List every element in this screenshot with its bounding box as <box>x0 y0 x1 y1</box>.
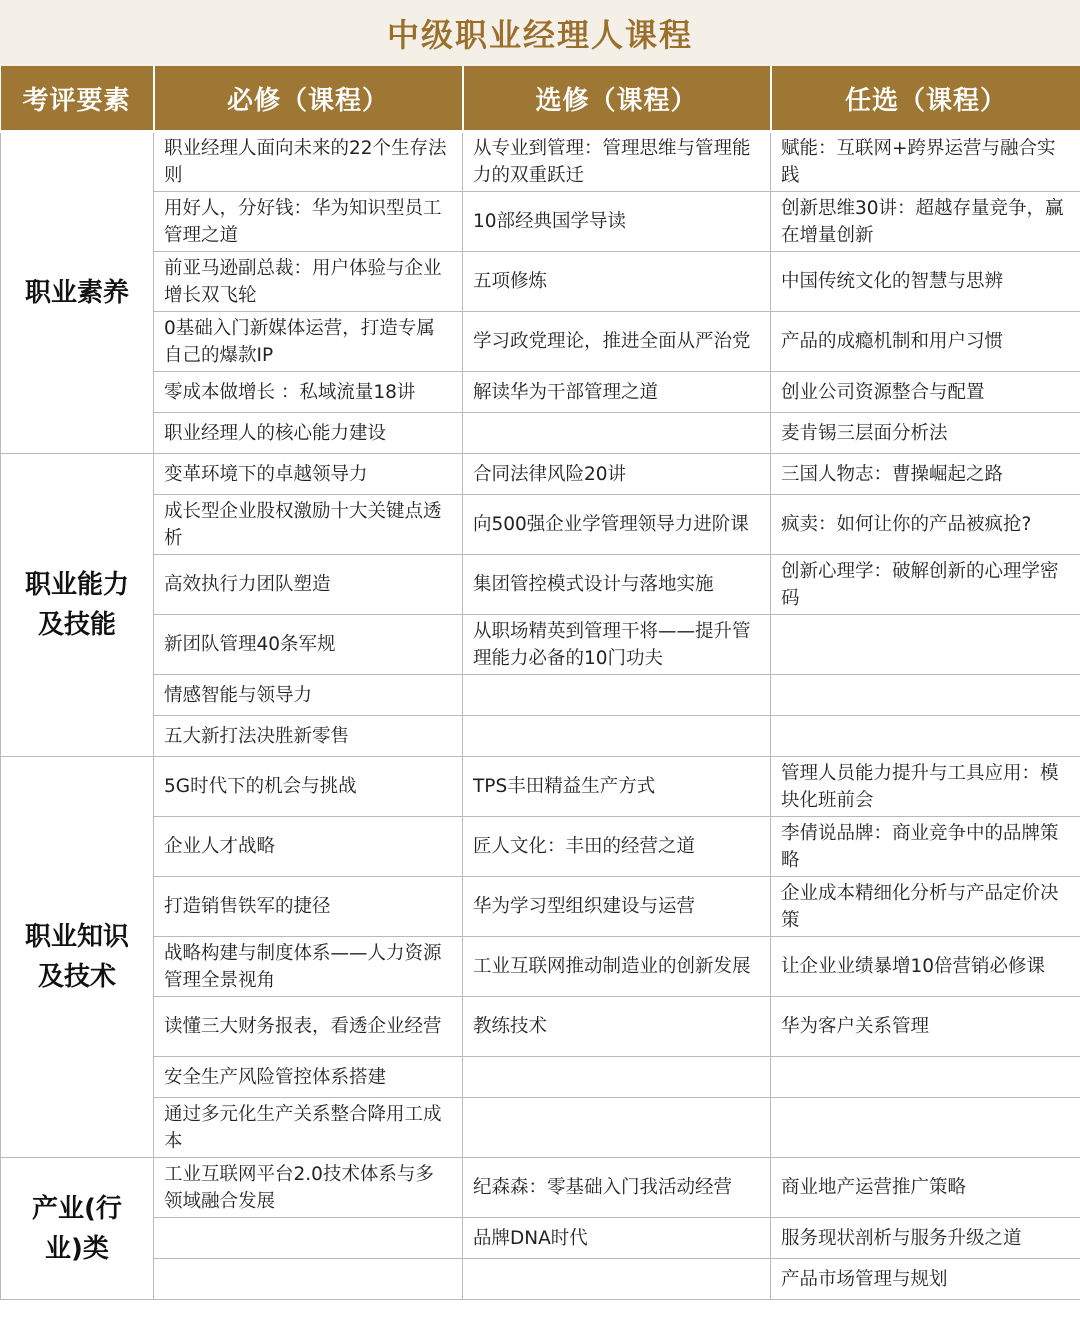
optional-course <box>771 615 1080 675</box>
category-label: 职业知识及技术 <box>24 922 129 992</box>
optional-course: 创新心理学：破解创新的心理学密码 <box>771 555 1080 615</box>
category-cell <box>1 454 154 757</box>
elective-course: 学习政党理论，推进全面从严治党 <box>463 312 771 372</box>
course-table <box>0 66 1080 1300</box>
table-row <box>1 413 1080 454</box>
required-course: 安全生产风险管控体系搭建 <box>154 1057 463 1098</box>
optional-course: 华为客户关系管理 <box>771 997 1080 1057</box>
table-row <box>1 675 1080 716</box>
elective-course: 集团管控模式设计与落地实施 <box>463 555 771 615</box>
required-course: 情感智能与领导力 <box>154 675 463 716</box>
optional-course <box>771 675 1080 716</box>
optional-course: 商业地产运营推广策略 <box>771 1158 1080 1218</box>
optional-course: 管理人员能力提升与工具应用：模块化班前会 <box>771 757 1080 817</box>
table-row <box>1 252 1080 312</box>
optional-course: 李倩说品牌：商业竞争中的品牌策略 <box>771 817 1080 877</box>
table-row <box>1 1057 1080 1098</box>
optional-course <box>771 716 1080 757</box>
optional-course <box>771 1057 1080 1098</box>
optional-course: 创新思维30讲：超越存量竞争，赢在增量创新 <box>771 192 1080 252</box>
elective-course <box>463 1057 771 1098</box>
required-course: 五大新打法决胜新零售 <box>154 716 463 757</box>
elective-course <box>463 1259 771 1300</box>
category-label: 职业素养 <box>24 278 129 308</box>
category-cell <box>1 757 154 1158</box>
table-row <box>1 1158 1080 1218</box>
optional-course: 疯卖：如何让你的产品被疯抢? <box>771 495 1080 555</box>
required-course <box>154 1259 463 1300</box>
table-row <box>1 192 1080 252</box>
required-course: 读懂三大财务报表，看透企业经营 <box>154 997 463 1057</box>
required-course: 前亚马逊副总裁：用户体验与企业增长双飞轮 <box>154 252 463 312</box>
optional-course: 服务现状剖析与服务升级之道 <box>771 1218 1080 1259</box>
required-course: 打造销售铁军的捷径 <box>154 877 463 937</box>
elective-course: 华为学习型组织建设与运营 <box>463 877 771 937</box>
header-required: 必修（课程） <box>154 66 463 132</box>
elective-course: 纪森森：零基础入门我活动经营 <box>463 1158 771 1218</box>
optional-course: 产品市场管理与规划 <box>771 1259 1080 1300</box>
optional-course: 中国传统文化的智慧与思辨 <box>771 252 1080 312</box>
required-course: 变革环境下的卓越领导力 <box>154 454 463 495</box>
table-row <box>1 372 1080 413</box>
elective-course: 10部经典国学导读 <box>463 192 771 252</box>
elective-course: 品牌DNA时代 <box>463 1218 771 1259</box>
elective-course: 合同法律风险20讲 <box>463 454 771 495</box>
elective-course: 从职场精英到管理干将——提升管理能力必备的10门功夫 <box>463 615 771 675</box>
elective-course: 五项修炼 <box>463 252 771 312</box>
table-row <box>1 1218 1080 1259</box>
optional-course: 三国人物志：曹操崛起之路 <box>771 454 1080 495</box>
optional-course: 企业成本精细化分析与产品定价决策 <box>771 877 1080 937</box>
table-row <box>1 615 1080 675</box>
table-row <box>1 312 1080 372</box>
optional-course: 让企业业绩暴增10倍营销必修课 <box>771 937 1080 997</box>
table-row <box>1 454 1080 495</box>
table-row <box>1 716 1080 757</box>
page-title: 中级职业经理人课程 <box>386 16 693 54</box>
table-row <box>1 937 1080 997</box>
elective-course: 工业互联网推动制造业的创新发展 <box>463 937 771 997</box>
elective-course <box>463 1098 771 1158</box>
title-bar <box>0 0 1080 66</box>
optional-course: 创业公司资源整合与配置 <box>771 372 1080 413</box>
category-label: 产业(行业)类 <box>32 1193 122 1264</box>
table-row <box>1 757 1080 817</box>
table-row <box>1 1259 1080 1300</box>
header-elective: 选修（课程） <box>463 66 771 132</box>
required-course: 用好人，分好钱：华为知识型员工管理之道 <box>154 192 463 252</box>
elective-course: 解读华为干部管理之道 <box>463 372 771 413</box>
table-row <box>1 817 1080 877</box>
required-course: 高效执行力团队塑造 <box>154 555 463 615</box>
elective-course: 从专业到管理：管理思维与管理能力的双重跃迁 <box>463 132 771 192</box>
elective-course <box>463 413 771 454</box>
table-row <box>1 132 1080 192</box>
category-cell <box>1 1158 154 1300</box>
header-criteria: 考评要素 <box>1 66 154 132</box>
optional-course: 产品的成瘾机制和用户习惯 <box>771 312 1080 372</box>
required-course: 职业经理人的核心能力建设 <box>154 413 463 454</box>
required-course: 战略构建与制度体系——人力资源管理全景视角 <box>154 937 463 997</box>
required-course: 0基础入门新媒体运营，打造专属自己的爆款IP <box>154 312 463 372</box>
table-row <box>1 997 1080 1057</box>
table-row <box>1 877 1080 937</box>
table-row <box>1 555 1080 615</box>
required-course: 零成本做增长 ：私域流量18讲 <box>154 372 463 413</box>
required-course <box>154 1218 463 1259</box>
category-cell <box>1 132 154 454</box>
required-course: 新团队管理40条军规 <box>154 615 463 675</box>
required-course: 5G时代下的机会与挑战 <box>154 757 463 817</box>
category-label: 职业能力及技能 <box>24 570 129 640</box>
table-row <box>1 1098 1080 1158</box>
required-course: 通过多元化生产关系整合降用工成本 <box>154 1098 463 1158</box>
required-course: 成长型企业股权激励十大关键点透析 <box>154 495 463 555</box>
optional-course: 赋能：互联网+跨界运营与融合实践 <box>771 132 1080 192</box>
header-optional: 任选（课程） <box>771 66 1080 132</box>
elective-course: 教练技术 <box>463 997 771 1057</box>
optional-course <box>771 1098 1080 1158</box>
elective-course: 向500强企业学管理领导力进阶课 <box>463 495 771 555</box>
elective-course <box>463 675 771 716</box>
optional-course: 麦肯锡三层面分析法 <box>771 413 1080 454</box>
table-row <box>1 495 1080 555</box>
elective-course: TPS丰田精益生产方式 <box>463 757 771 817</box>
required-course: 工业互联网平台2.0技术体系与多领域融合发展 <box>154 1158 463 1218</box>
required-course: 企业人才战略 <box>154 817 463 877</box>
header-row <box>1 66 1080 132</box>
elective-course <box>463 716 771 757</box>
elective-course: 匠人文化：丰田的经营之道 <box>463 817 771 877</box>
required-course: 职业经理人面向未来的22个生存法则 <box>154 132 463 192</box>
